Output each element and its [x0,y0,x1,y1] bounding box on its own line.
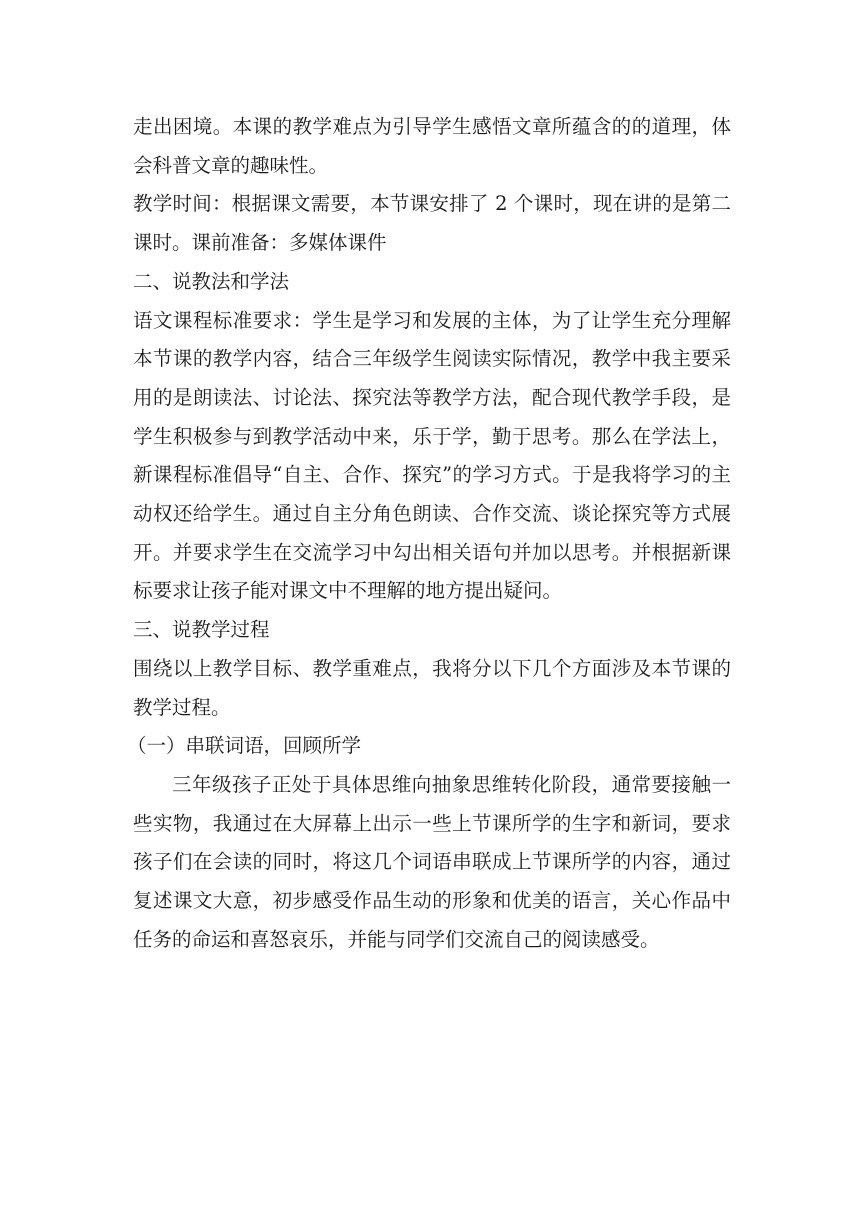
document-body [127,108,731,959]
paragraph-methods: 语文课程标准要求：学生是学习和发展的主体，为了让学生充分理解本节课的教学内容，结合三年级学生阅读实际情况，教学中我主要采用的是朗读法、讨论法、探究法等教学方法，配合现代教学手段，是学生积极参与到教学活动中来，乐于学，勤于思考。那么在学法上，新课程标准倡导“自主、合作、探究”的学习方式。于是我将学习的主动权还给学生。通过自主分角色朗读、合作交流、谈论探究等方式展开。并要求学生在交流学习中勾出相关语句并加以思考。并根据新课标要求让孩子能对课文中不理解的地方提出疑问。 [133,308,731,603]
subsection-heading-review: （一）串联词语，回顾所学 [127,734,362,758]
paragraph-difficulty: 走出困境。本课的教学难点为引导学生感悟文章所蕴含的的道理，体会科普文章的趣味性。 [133,115,731,177]
paragraph-teaching-time: 教学时间：根据课文需要，本节课安排了 2 个课时，现在讲的是第二课时。课前准备：多媒体课件 [133,192,731,255]
section-heading-process: 三、说教学过程 [133,618,270,642]
paragraph-process-intro: 围绕以上教学目标、教学重难点，我将分以下几个方面涉及本节课的教学过程。 [133,656,731,719]
section-heading-methods: 二、说教法和学法 [133,269,290,293]
paragraph-review: 三年级孩子正处于具体思维向抽象思维转化阶段，通常要接触一些实物，我通过在大屏幕上出示一些上节课所学的生字和新词，要求孩子们在会读的同时，将这几个词语串联成上节课所学的内容，通过复述课文大意，初步感受作品生动的形象和优美的语言，关心作品中任务的命运和喜怒哀乐，并能与同学们交流自己的阅读感受。 [133,772,731,951]
